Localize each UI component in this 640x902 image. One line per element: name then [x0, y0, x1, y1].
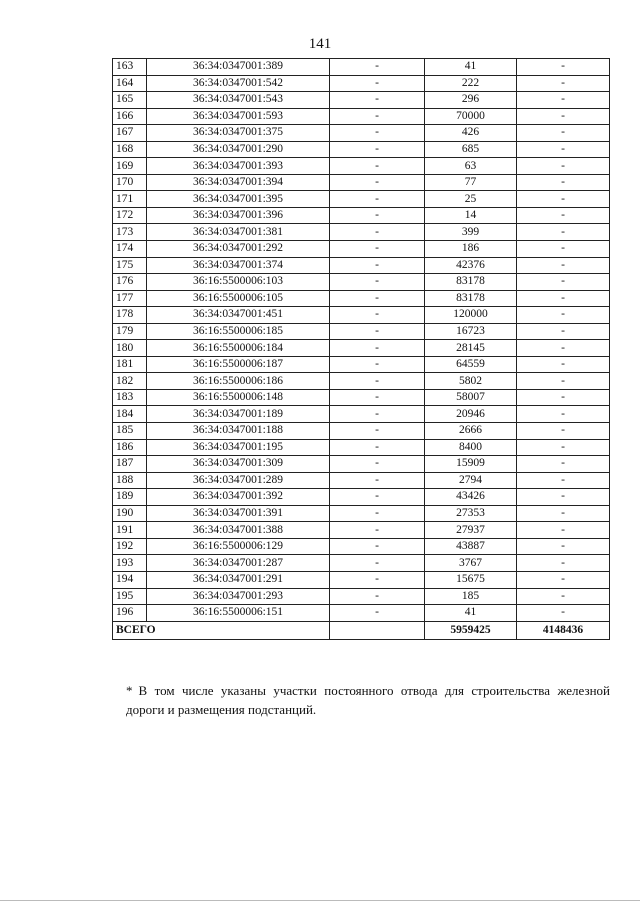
cell-col3: - [330, 307, 425, 324]
row-number: 194 [113, 571, 147, 588]
cadastral-number: 36:34:0347001:451 [147, 307, 330, 324]
cell-col3: - [330, 423, 425, 440]
cadastral-number: 36:16:5500006:187 [147, 356, 330, 373]
area-value: 685 [425, 141, 517, 158]
area-value: 83178 [425, 290, 517, 307]
cadastral-number: 36:34:0347001:188 [147, 423, 330, 440]
cell-col5: - [517, 158, 610, 175]
cell-col3: - [330, 141, 425, 158]
cell-col3: - [330, 257, 425, 274]
table-row [113, 125, 610, 142]
row-number: 187 [113, 456, 147, 473]
cell-col3: - [330, 224, 425, 241]
cell-col3: - [330, 75, 425, 92]
cell-col5: - [517, 373, 610, 390]
cell-col5: - [517, 439, 610, 456]
row-number: 163 [113, 59, 147, 76]
row-number: 195 [113, 588, 147, 605]
cadastral-number: 36:34:0347001:289 [147, 472, 330, 489]
cell-col5: - [517, 290, 610, 307]
area-value: 70000 [425, 108, 517, 125]
table-row [113, 224, 610, 241]
cell-col5: - [517, 406, 610, 423]
cell-col5: - [517, 555, 610, 572]
area-value: 15909 [425, 456, 517, 473]
cadastral-number: 36:34:0347001:293 [147, 588, 330, 605]
cell-col3: - [330, 522, 425, 539]
area-value: 42376 [425, 257, 517, 274]
cell-col5: - [517, 224, 610, 241]
cadastral-number: 36:34:0347001:374 [147, 257, 330, 274]
area-value: 83178 [425, 274, 517, 291]
cell-col3: - [330, 538, 425, 555]
table-row [113, 472, 610, 489]
row-number: 169 [113, 158, 147, 175]
table-row [113, 340, 610, 357]
cadastral-number: 36:34:0347001:388 [147, 522, 330, 539]
table-row [113, 356, 610, 373]
cell-col3: - [330, 290, 425, 307]
cadastral-number: 36:16:5500006:184 [147, 340, 330, 357]
row-number: 189 [113, 489, 147, 506]
cadastral-number: 36:34:0347001:375 [147, 125, 330, 142]
area-value: 120000 [425, 307, 517, 324]
row-number: 179 [113, 323, 147, 340]
cadastral-number: 36:34:0347001:543 [147, 92, 330, 109]
cadastral-number: 36:16:5500006:103 [147, 274, 330, 291]
cell-col3: - [330, 571, 425, 588]
row-number: 170 [113, 174, 147, 191]
cadastral-number: 36:16:5500006:151 [147, 605, 330, 622]
cell-col3: - [330, 108, 425, 125]
area-value: 222 [425, 75, 517, 92]
area-value: 77 [425, 174, 517, 191]
table-row [113, 174, 610, 191]
cell-col3: - [330, 207, 425, 224]
cadastral-number: 36:34:0347001:394 [147, 174, 330, 191]
table-row [113, 588, 610, 605]
area-value: 3767 [425, 555, 517, 572]
cadastral-number: 36:34:0347001:291 [147, 571, 330, 588]
table-row [113, 373, 610, 390]
cell-col3: - [330, 323, 425, 340]
table-row [113, 522, 610, 539]
row-number: 174 [113, 241, 147, 258]
cell-col3: - [330, 489, 425, 506]
row-number: 171 [113, 191, 147, 208]
row-number: 173 [113, 224, 147, 241]
row-number: 182 [113, 373, 147, 390]
row-number: 168 [113, 141, 147, 158]
row-number: 183 [113, 389, 147, 406]
cell-col5: - [517, 241, 610, 258]
row-number: 190 [113, 505, 147, 522]
area-value: 426 [425, 125, 517, 142]
table-row [113, 59, 610, 76]
row-number: 172 [113, 207, 147, 224]
area-value: 16723 [425, 323, 517, 340]
table-row [113, 489, 610, 506]
cell-col5: - [517, 307, 610, 324]
area-value: 185 [425, 588, 517, 605]
cell-col3: - [330, 158, 425, 175]
cell-col3: - [330, 605, 425, 622]
area-value: 41 [425, 59, 517, 76]
table-row [113, 158, 610, 175]
row-number: 192 [113, 538, 147, 555]
row-number: 180 [113, 340, 147, 357]
cell-col5: - [517, 423, 610, 440]
cadastral-number: 36:34:0347001:195 [147, 439, 330, 456]
table-row [113, 108, 610, 125]
area-value: 27353 [425, 505, 517, 522]
area-value: 2666 [425, 423, 517, 440]
cell-col3: - [330, 174, 425, 191]
area-value: 43426 [425, 489, 517, 506]
cell-col5: - [517, 92, 610, 109]
table-row [113, 92, 610, 109]
table-row [113, 505, 610, 522]
area-value: 25 [425, 191, 517, 208]
cell-col3: - [330, 439, 425, 456]
row-number: 191 [113, 522, 147, 539]
cadastral-number: 36:34:0347001:396 [147, 207, 330, 224]
cell-col5: - [517, 472, 610, 489]
row-number: 196 [113, 605, 147, 622]
area-value: 8400 [425, 439, 517, 456]
row-number: 186 [113, 439, 147, 456]
table-row [113, 555, 610, 572]
cadastral-number: 36:16:5500006:185 [147, 323, 330, 340]
table-row [113, 257, 610, 274]
cell-col5: - [517, 571, 610, 588]
cell-col5: - [517, 207, 610, 224]
area-value: 63 [425, 158, 517, 175]
cell-col3: - [330, 588, 425, 605]
cell-col3: - [330, 373, 425, 390]
cell-col3: - [330, 125, 425, 142]
area-value: 296 [425, 92, 517, 109]
footnote [126, 681, 610, 719]
cell-col5: - [517, 522, 610, 539]
cell-col5: - [517, 174, 610, 191]
cell-col3: - [330, 505, 425, 522]
row-number: 164 [113, 75, 147, 92]
table-row [113, 207, 610, 224]
area-value: 28145 [425, 340, 517, 357]
cadastral-number: 36:34:0347001:393 [147, 158, 330, 175]
table-row [113, 389, 610, 406]
cell-col5: - [517, 125, 610, 142]
table-row [113, 307, 610, 324]
cell-col3: - [330, 241, 425, 258]
cell-col5: - [517, 389, 610, 406]
footnote-asterisk: * [126, 683, 133, 698]
cadastral-number: 36:34:0347001:309 [147, 456, 330, 473]
table-row [113, 439, 610, 456]
row-number: 184 [113, 406, 147, 423]
cell-col3: - [330, 92, 425, 109]
cadastral-number: 36:34:0347001:542 [147, 75, 330, 92]
table-row [113, 141, 610, 158]
table-row [113, 406, 610, 423]
footnote-text: В том числе указаны участки постоянного отвода для строительства железной дороги и размещения подстанций. [126, 683, 610, 717]
cadastral-number: 36:16:5500006:105 [147, 290, 330, 307]
cell-col3: - [330, 274, 425, 291]
row-number: 178 [113, 307, 147, 324]
area-value: 27937 [425, 522, 517, 539]
total-row [113, 621, 610, 639]
row-number: 188 [113, 472, 147, 489]
cadastral-number: 36:16:5500006:129 [147, 538, 330, 555]
cell-col3: - [330, 389, 425, 406]
cadastral-number: 36:34:0347001:391 [147, 505, 330, 522]
area-value: 186 [425, 241, 517, 258]
cadastral-number: 36:34:0347001:189 [147, 406, 330, 423]
cell-col5: - [517, 505, 610, 522]
cadastral-number: 36:34:0347001:392 [147, 489, 330, 506]
table-row [113, 456, 610, 473]
row-number: 167 [113, 125, 147, 142]
cell-col5: - [517, 340, 610, 357]
area-value: 5802 [425, 373, 517, 390]
cadastral-number: 36:34:0347001:389 [147, 59, 330, 76]
area-value: 20946 [425, 406, 517, 423]
area-value: 2794 [425, 472, 517, 489]
cell-col3: - [330, 191, 425, 208]
table-row [113, 241, 610, 258]
cell-col3: - [330, 472, 425, 489]
row-number: 181 [113, 356, 147, 373]
cadastral-number: 36:16:5500006:148 [147, 389, 330, 406]
cadastral-number: 36:34:0347001:290 [147, 141, 330, 158]
area-value: 58007 [425, 389, 517, 406]
table-row [113, 75, 610, 92]
cell-col5: - [517, 191, 610, 208]
area-value: 41 [425, 605, 517, 622]
total-area-value: 5959425 [425, 621, 517, 639]
cell-col3: - [330, 456, 425, 473]
cell-col3: - [330, 340, 425, 357]
cell-col5: - [517, 59, 610, 76]
table-body [113, 59, 610, 640]
cell-col5: - [517, 323, 610, 340]
table-row [113, 571, 610, 588]
total-label: ВСЕГО [113, 621, 330, 639]
cadastral-number: 36:34:0347001:593 [147, 108, 330, 125]
page-bottom-edge [0, 900, 640, 901]
total-second-value: 4148436 [517, 621, 610, 639]
row-number: 185 [113, 423, 147, 440]
area-value: 15675 [425, 571, 517, 588]
cadastral-number: 36:34:0347001:395 [147, 191, 330, 208]
cell-col5: - [517, 274, 610, 291]
row-number: 177 [113, 290, 147, 307]
table-row [113, 323, 610, 340]
cell-col3: - [330, 59, 425, 76]
cell-col5: - [517, 588, 610, 605]
row-number: 165 [113, 92, 147, 109]
page-number: 141 [308, 36, 332, 52]
cell-col5: - [517, 257, 610, 274]
total-cell-empty [330, 621, 425, 639]
row-number: 176 [113, 274, 147, 291]
cell-col5: - [517, 605, 610, 622]
row-number: 193 [113, 555, 147, 572]
table-row [113, 274, 610, 291]
cell-col5: - [517, 75, 610, 92]
cadastral-number: 36:34:0347001:381 [147, 224, 330, 241]
cell-col5: - [517, 456, 610, 473]
cell-col3: - [330, 555, 425, 572]
cell-col5: - [517, 538, 610, 555]
cadastral-number: 36:16:5500006:186 [147, 373, 330, 390]
table-row [113, 290, 610, 307]
table-row [113, 423, 610, 440]
area-value: 43887 [425, 538, 517, 555]
area-value: 64559 [425, 356, 517, 373]
row-number: 166 [113, 108, 147, 125]
cell-col3: - [330, 406, 425, 423]
area-value: 14 [425, 207, 517, 224]
cell-col3: - [330, 356, 425, 373]
cadastral-number: 36:34:0347001:292 [147, 241, 330, 258]
cadastral-number: 36:34:0347001:287 [147, 555, 330, 572]
table-row [113, 538, 610, 555]
table-row [113, 191, 610, 208]
land-plots-table [112, 58, 610, 640]
row-number: 175 [113, 257, 147, 274]
cell-col5: - [517, 108, 610, 125]
table-row [113, 605, 610, 622]
cell-col5: - [517, 489, 610, 506]
area-value: 399 [425, 224, 517, 241]
cell-col5: - [517, 356, 610, 373]
cell-col5: - [517, 141, 610, 158]
